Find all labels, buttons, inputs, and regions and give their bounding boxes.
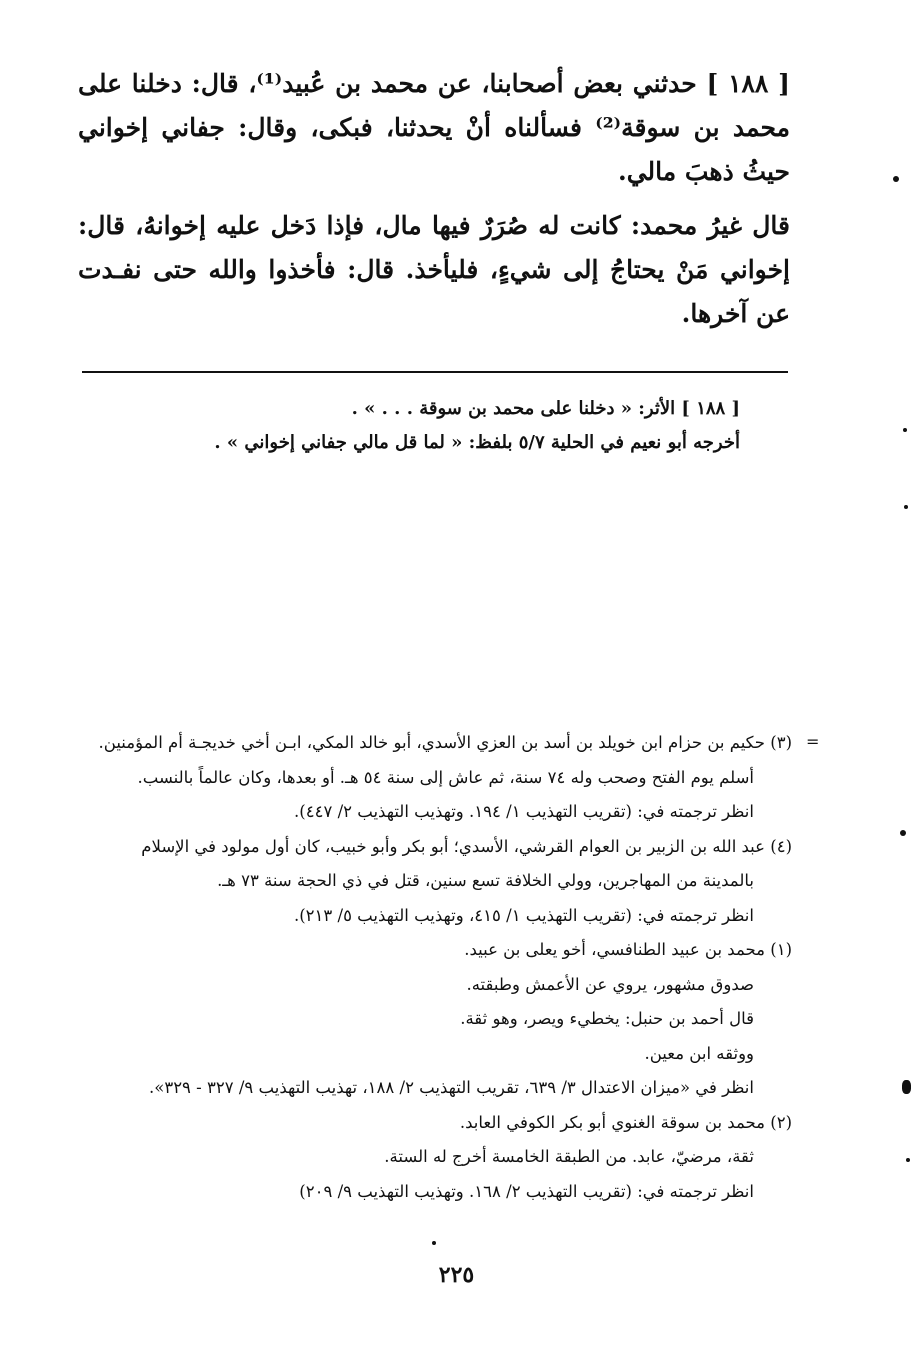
main-paragraph-2: قال غيرُ محمد: كانت له صُرَرٌ فيها مال، فإذا دَخل عليه إخوانهُ، قال: إخواني مَنْ يحتاجُ إلى شيءٍ، فليأخذ. قال: فأخذوا والله حتى نفـدت عن آخرها. (78, 211, 790, 328)
continuation-mark: = (806, 732, 820, 751)
note-3-line-3: انظر ترجمته في: (تقريب التهذيب ١/ ١٩٤. وتهذيب التهذيب ٢/ ٤٤٧). (294, 802, 754, 821)
note-1-head: (١) محمد بن عبيد الطنافسي، أخو يعلى بن عبيد. (464, 940, 792, 959)
main-paragraph-1: [ ١٨٨ ] حدثني بعض أصحابنا، عن محمد بن عُبيد⁽¹⁾، قال: دخلنا على محمد بن سوقة⁽²⁾ فسألناه أنْ يحدثنا، فبكى، وقال: جفاني إخواني حيثُ ذهبَ مالي. (78, 69, 790, 186)
note-2-line-3: انظر ترجمته في: (تقريب التهذيب ٢/ ١٦٨. وتهذيب التهذيب ٩/ ٢٠٩) (299, 1181, 754, 1201)
note-2-head: (٢) محمد بن سوقة الغنوي أبو بكر الكوفي العابد. (459, 1112, 792, 1132)
note-1-line-4: ووثقه ابن معين. (644, 1043, 754, 1063)
main-text (78, 62, 790, 336)
scan-speck (903, 428, 907, 432)
note-1-line-3: قال أحمد بن حنبل: يخطيء ويصر، وهو ثقة. (460, 1009, 754, 1028)
scan-speck (900, 830, 906, 836)
scan-speck (904, 505, 908, 509)
footnote-divider (82, 371, 788, 373)
note-1-line-2: صدوق مشهور، يروي عن الأعمش وطبقته. (466, 974, 754, 994)
note-2-line-2: ثقة، مرضيّ، عابد. من الطبقة الخامسة أخرج له الستة. (384, 1147, 754, 1166)
takhrij-line-2: أخرجه أبو نعيم في الحلية ٥/٧ بلفظ: « لما قل مالي جفاني إخواني » . (214, 432, 740, 453)
note-4-line-2: انظر ترجمته في: (تقريب التهذيب ١/ ٤١٥، وتهذيب التهذيب ٥/ ٢١٣). (293, 905, 754, 925)
scan-speck (902, 1080, 911, 1094)
page-number: ٢٢٥ (438, 1262, 475, 1288)
scan-speck (432, 1241, 436, 1245)
footnotes (92, 726, 792, 1209)
scan-speck (906, 1158, 910, 1162)
note-4-head: (٤) عبد الله بن الزبير بن العوام القرشي، الأسدي؛ أبو بكر وأبو خبيب، كان أول مولود في الإسلام بالمدينة من المهاجرين، وولي الخلافة تسع سنين، قتل في ذي الحجة سنة ٧٣ هـ. (141, 836, 792, 890)
takhrij-block (150, 392, 740, 460)
note-3-line-2: أسلم يوم الفتح وصحب وله ٧٤ سنة، ثم عاش إلى سنة ٥٤ هـ. أو بعدها، وكان عالماً بالنسب. (137, 767, 754, 787)
takhrij-line-1: [ ١٨٨ ] الأثر: « دخلنا على محمد بن سوقة . . . » . (351, 398, 740, 419)
note-3-head: (٣) حكيم بن حزام ابن خويلد بن أسد بن العزي الأسدي، أبو خالد المكي، ابـن أخي خديجـة أم المؤمنين. (98, 733, 792, 752)
scan-speck (893, 176, 899, 182)
note-1-line-5: انظر في «ميزان الاعتدال ٣/ ٦٣٩، تقريب التهذيب ٢/ ١٨٨، تهذيب التهذيب ٩/ ٣٢٧ - ٣٢٩». (148, 1078, 754, 1097)
